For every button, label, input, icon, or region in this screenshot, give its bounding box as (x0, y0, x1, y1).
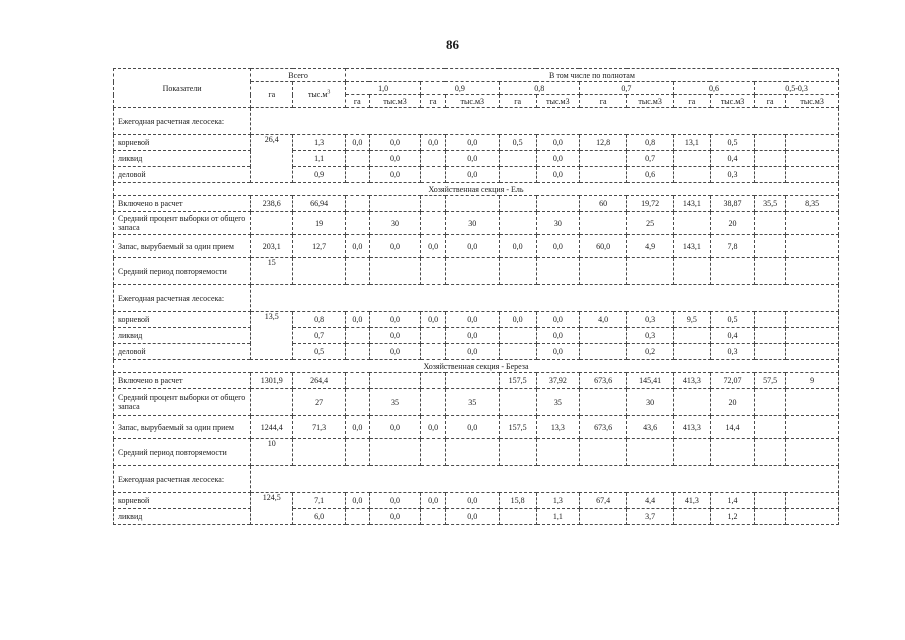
value-cell: 145,41 (627, 373, 673, 389)
value-cell: 0,0 (369, 167, 421, 183)
value-cell: 0,0 (536, 328, 579, 344)
value-cell (755, 344, 786, 360)
value-cell: 1,4 (710, 493, 754, 509)
value-cell: 4,9 (627, 235, 673, 258)
value-cell (579, 212, 626, 235)
value-cell: 26,4 (251, 135, 293, 183)
value-cell: 19,72 (627, 196, 673, 212)
value-cell (755, 328, 786, 344)
value-cell: 12,7 (293, 235, 346, 258)
value-cell: 7,8 (710, 235, 754, 258)
value-cell (345, 389, 369, 416)
birch-annual-cut-row (114, 466, 839, 493)
value-cell (499, 439, 536, 466)
value-cell: 60 (579, 196, 626, 212)
value-cell: 0,0 (369, 328, 421, 344)
value-cell: 0,5 (710, 135, 754, 151)
value-cell (345, 344, 369, 360)
value-cell (673, 509, 710, 525)
value-cell: 238,6 (251, 196, 293, 212)
value-cell: 13,5 (251, 312, 293, 360)
value-cell (786, 328, 839, 344)
value-cell (786, 135, 839, 151)
value-cell: 30 (627, 389, 673, 416)
value-cell: 0,0 (369, 151, 421, 167)
page-number: 86 (446, 37, 459, 52)
header-indicators: Показатели (114, 69, 251, 108)
value-cell: 0,0 (536, 151, 579, 167)
value-cell: 8,35 (786, 196, 839, 212)
value-cell (786, 312, 839, 328)
value-cell (421, 167, 446, 183)
spruce-liquid-row (114, 328, 839, 344)
value-cell: 0,0 (421, 135, 446, 151)
value-cell: 15 (251, 258, 293, 285)
value-cell (673, 258, 710, 285)
birch-avg-percent-row (114, 389, 839, 416)
value-cell (755, 389, 786, 416)
value-cell (579, 509, 626, 525)
header-unit-ha: га (673, 95, 710, 108)
value-cell (786, 258, 839, 285)
value-cell (579, 389, 626, 416)
value-cell: 0,3 (627, 328, 673, 344)
value-cell: 20 (710, 212, 754, 235)
value-cell: 0,0 (536, 344, 579, 360)
general-liquid-row (114, 151, 839, 167)
value-cell: 0,4 (710, 328, 754, 344)
value-cell (345, 509, 369, 525)
value-cell: 0,0 (421, 312, 446, 328)
value-cell (579, 151, 626, 167)
value-cell: 0,0 (445, 416, 499, 439)
header-unit-ha: га (579, 95, 626, 108)
value-cell: 35,5 (755, 196, 786, 212)
value-cell: 0,8 (627, 135, 673, 151)
birch-stock-row (114, 416, 839, 439)
birch-period-row (114, 439, 839, 466)
section-title: Хозяйственная секция - Береза (114, 360, 839, 373)
row-label: деловой (114, 167, 251, 183)
value-cell (499, 167, 536, 183)
value-cell: 0,0 (369, 312, 421, 328)
value-cell: 413,3 (673, 373, 710, 389)
spruce-business-row (114, 344, 839, 360)
value-cell: 7,1 (293, 493, 346, 509)
value-cell (673, 167, 710, 183)
value-cell: 43,6 (627, 416, 673, 439)
value-cell (421, 151, 446, 167)
value-cell (421, 212, 446, 235)
value-cell: 0,0 (421, 493, 446, 509)
value-cell: 71,3 (293, 416, 346, 439)
allowable-cut-table (113, 68, 839, 525)
value-cell: 0,0 (445, 509, 499, 525)
header-unit-volume: тыс.м3 (369, 95, 421, 108)
value-cell (499, 389, 536, 416)
row-label: деловой (114, 344, 251, 360)
value-cell (786, 212, 839, 235)
value-cell: 0,0 (536, 167, 579, 183)
value-cell: 4,4 (627, 493, 673, 509)
value-cell: 0,0 (445, 328, 499, 344)
value-cell: 0,0 (369, 493, 421, 509)
value-cell: 15,8 (499, 493, 536, 509)
value-cell (579, 328, 626, 344)
header-row-1 (114, 69, 839, 82)
empty-span (251, 108, 839, 135)
value-cell (345, 151, 369, 167)
value-cell: 9 (786, 373, 839, 389)
header-total-volume-sup: 3 (327, 89, 331, 96)
value-cell: 0,0 (499, 235, 536, 258)
empty-span (251, 466, 839, 493)
value-cell: 143,1 (673, 196, 710, 212)
value-cell: 3,7 (627, 509, 673, 525)
value-cell: 0,5 (710, 312, 754, 328)
value-cell (786, 439, 839, 466)
header-unit-ha: га (499, 95, 536, 108)
section-title: Хозяйственная секция - Ель (114, 183, 839, 196)
value-cell: 67,4 (579, 493, 626, 509)
value-cell: 0,0 (369, 416, 421, 439)
general-root-row (114, 135, 839, 151)
spruce-included-row (114, 196, 839, 212)
value-cell: 1,2 (710, 509, 754, 525)
value-cell: 57,5 (755, 373, 786, 389)
value-cell (345, 258, 369, 285)
value-cell: 0,0 (421, 416, 446, 439)
value-cell: 0,6 (627, 167, 673, 183)
value-cell (251, 389, 293, 416)
row-label: Ежегодная расчетная лесосека: (114, 285, 251, 312)
header-total-volume-text: тыс.м (307, 90, 328, 99)
value-cell: 0,3 (627, 312, 673, 328)
value-cell (536, 258, 579, 285)
value-cell (421, 344, 446, 360)
value-cell: 1301,9 (251, 373, 293, 389)
row-label: корневой (114, 493, 251, 509)
header-total-ha: га (251, 82, 293, 108)
section-birch-row (114, 360, 839, 373)
value-cell (345, 212, 369, 235)
value-cell (579, 344, 626, 360)
value-cell: 0,0 (536, 135, 579, 151)
value-cell (786, 416, 839, 439)
birch-liquid-row (114, 509, 839, 525)
value-cell: 143,1 (673, 235, 710, 258)
value-cell: 66,94 (293, 196, 346, 212)
value-cell (755, 151, 786, 167)
value-cell (499, 344, 536, 360)
value-cell: 157,5 (499, 373, 536, 389)
value-cell: 38,87 (710, 196, 754, 212)
value-cell (369, 196, 421, 212)
value-cell: 30 (536, 212, 579, 235)
value-cell: 0,0 (445, 344, 499, 360)
header-unit-ha: га (345, 95, 369, 108)
value-cell: 264,4 (293, 373, 346, 389)
value-cell: 72,07 (710, 373, 754, 389)
spruce-annual-cut-row (114, 285, 839, 312)
value-cell (499, 328, 536, 344)
value-cell: 0,0 (369, 235, 421, 258)
value-cell: 13,1 (673, 135, 710, 151)
section-spruce-row (114, 183, 839, 196)
value-cell: 0,0 (445, 151, 499, 167)
value-cell (369, 373, 421, 389)
value-cell: 1,3 (293, 135, 346, 151)
header-density-1: 1,0 (345, 82, 420, 95)
value-cell (345, 439, 369, 466)
value-cell: 0,0 (445, 235, 499, 258)
value-cell: 25 (627, 212, 673, 235)
value-cell: 0,0 (536, 235, 579, 258)
value-cell (755, 439, 786, 466)
value-cell (673, 389, 710, 416)
value-cell: 673,6 (579, 416, 626, 439)
value-cell (421, 258, 446, 285)
value-cell (536, 439, 579, 466)
header-unit-volume: тыс.м3 (536, 95, 579, 108)
value-cell (499, 151, 536, 167)
value-cell: 13,3 (536, 416, 579, 439)
value-cell (421, 328, 446, 344)
value-cell: 4,0 (579, 312, 626, 328)
value-cell: 0,0 (369, 509, 421, 525)
value-cell (251, 212, 293, 235)
value-cell: 0,0 (345, 416, 369, 439)
value-cell: 30 (445, 212, 499, 235)
header-density-2: 0,9 (421, 82, 499, 95)
row-label: корневой (114, 135, 251, 151)
value-cell: 0,2 (627, 344, 673, 360)
row-label: Включено в расчет (114, 196, 251, 212)
value-cell (536, 196, 579, 212)
value-cell: 0,0 (345, 235, 369, 258)
value-cell (755, 235, 786, 258)
value-cell (421, 389, 446, 416)
header-unit-volume: тыс.м3 (627, 95, 673, 108)
birch-root-row (114, 493, 839, 509)
value-cell (673, 439, 710, 466)
value-cell (755, 135, 786, 151)
row-label: ликвид (114, 151, 251, 167)
header-by-density: В том числе по полнотам (345, 69, 838, 82)
value-cell (445, 258, 499, 285)
value-cell: 60,0 (579, 235, 626, 258)
header-density-5: 0,6 (673, 82, 754, 95)
value-cell (627, 258, 673, 285)
value-cell (499, 258, 536, 285)
table-body (114, 69, 839, 525)
value-cell (786, 235, 839, 258)
value-cell (755, 416, 786, 439)
row-label: Средний процент выборки от общего запаса (114, 389, 251, 416)
value-cell (445, 439, 499, 466)
value-cell: 0,8 (293, 312, 346, 328)
value-cell (579, 439, 626, 466)
value-cell (345, 328, 369, 344)
value-cell (755, 312, 786, 328)
row-label: Средний процент выборки от общего запаса (114, 212, 251, 235)
value-cell (369, 258, 421, 285)
value-cell (786, 167, 839, 183)
value-cell (579, 167, 626, 183)
value-cell: 27 (293, 389, 346, 416)
value-cell (499, 212, 536, 235)
value-cell (293, 258, 346, 285)
value-cell: 9,5 (673, 312, 710, 328)
value-cell: 35 (445, 389, 499, 416)
value-cell: 19 (293, 212, 346, 235)
value-cell: 6,0 (293, 509, 346, 525)
spruce-avg-percent-row (114, 212, 839, 235)
header-density-6: 0,5-0,3 (755, 82, 839, 95)
value-cell: 0,0 (445, 493, 499, 509)
value-cell: 203,1 (251, 235, 293, 258)
value-cell: 157,5 (499, 416, 536, 439)
birch-included-row (114, 373, 839, 389)
value-cell (673, 151, 710, 167)
value-cell: 35 (369, 389, 421, 416)
value-cell: 41,3 (673, 493, 710, 509)
row-label: корневой (114, 312, 251, 328)
general-business-row (114, 167, 839, 183)
value-cell (755, 258, 786, 285)
value-cell: 0,9 (293, 167, 346, 183)
header-density-4: 0,7 (579, 82, 673, 95)
value-cell: 0,0 (369, 135, 421, 151)
value-cell: 35 (536, 389, 579, 416)
row-label: Включено в расчет (114, 373, 251, 389)
value-cell (673, 212, 710, 235)
value-cell: 30 (369, 212, 421, 235)
value-cell (499, 196, 536, 212)
value-cell (786, 151, 839, 167)
row-label: Запас, вырубаемый за один прием (114, 416, 251, 439)
value-cell (345, 167, 369, 183)
value-cell: 1,1 (293, 151, 346, 167)
value-cell (755, 509, 786, 525)
value-cell (755, 493, 786, 509)
header-unit-ha: га (421, 95, 446, 108)
value-cell: 413,3 (673, 416, 710, 439)
value-cell (786, 509, 839, 525)
value-cell: 1,3 (536, 493, 579, 509)
value-cell (369, 439, 421, 466)
value-cell: 0,3 (710, 167, 754, 183)
value-cell (421, 439, 446, 466)
value-cell (345, 373, 369, 389)
row-label: ликвид (114, 509, 251, 525)
value-cell (579, 258, 626, 285)
value-cell (445, 373, 499, 389)
value-cell (421, 509, 446, 525)
value-cell (786, 493, 839, 509)
value-cell: 0,0 (345, 135, 369, 151)
spruce-period-row (114, 258, 839, 285)
value-cell: 20 (710, 389, 754, 416)
value-cell (345, 196, 369, 212)
value-cell (755, 212, 786, 235)
value-cell: 0,0 (445, 312, 499, 328)
value-cell (786, 344, 839, 360)
value-cell: 1244,4 (251, 416, 293, 439)
value-cell (421, 196, 446, 212)
value-cell: 37,92 (536, 373, 579, 389)
value-cell: 1,1 (536, 509, 579, 525)
row-label: ликвид (114, 328, 251, 344)
header-unit-volume: тыс.м3 (786, 95, 839, 108)
header-unit-volume: тыс.м3 (445, 95, 499, 108)
value-cell: 0,0 (445, 135, 499, 151)
value-cell (673, 328, 710, 344)
value-cell: 0,0 (499, 312, 536, 328)
general-annual-cut-row (114, 108, 839, 135)
value-cell: 0,0 (345, 312, 369, 328)
header-total-volume (293, 82, 346, 108)
value-cell: 0,0 (369, 344, 421, 360)
value-cell (755, 167, 786, 183)
value-cell: 0,4 (710, 151, 754, 167)
value-cell: 0,0 (445, 167, 499, 183)
header-total: Всего (251, 69, 346, 82)
value-cell: 673,6 (579, 373, 626, 389)
value-cell (499, 509, 536, 525)
value-cell (293, 439, 346, 466)
value-cell: 0,0 (345, 493, 369, 509)
row-label: Средний период повторяемости (114, 439, 251, 466)
value-cell: 0,5 (499, 135, 536, 151)
value-cell: 0,0 (536, 312, 579, 328)
value-cell (710, 258, 754, 285)
header-unit-volume: тыс.м3 (710, 95, 754, 108)
header-density-3: 0,8 (499, 82, 579, 95)
value-cell (421, 373, 446, 389)
header-unit-ha: га (755, 95, 786, 108)
value-cell (710, 439, 754, 466)
value-cell (786, 389, 839, 416)
value-cell: 10 (251, 439, 293, 466)
spruce-stock-row (114, 235, 839, 258)
value-cell: 0,5 (293, 344, 346, 360)
value-cell: 0,7 (627, 151, 673, 167)
spruce-root-row (114, 312, 839, 328)
value-cell: 14,4 (710, 416, 754, 439)
value-cell (445, 196, 499, 212)
empty-span (251, 285, 839, 312)
row-label: Ежегодная расчетная лесосека: (114, 108, 251, 135)
value-cell (673, 344, 710, 360)
value-cell: 0,0 (421, 235, 446, 258)
row-label: Средний период повторяемости (114, 258, 251, 285)
value-cell: 124,5 (251, 493, 293, 525)
row-label: Запас, вырубаемый за один прием (114, 235, 251, 258)
value-cell: 12,8 (579, 135, 626, 151)
value-cell (627, 439, 673, 466)
value-cell: 0,7 (293, 328, 346, 344)
row-label: Ежегодная расчетная лесосека: (114, 466, 251, 493)
value-cell: 0,3 (710, 344, 754, 360)
